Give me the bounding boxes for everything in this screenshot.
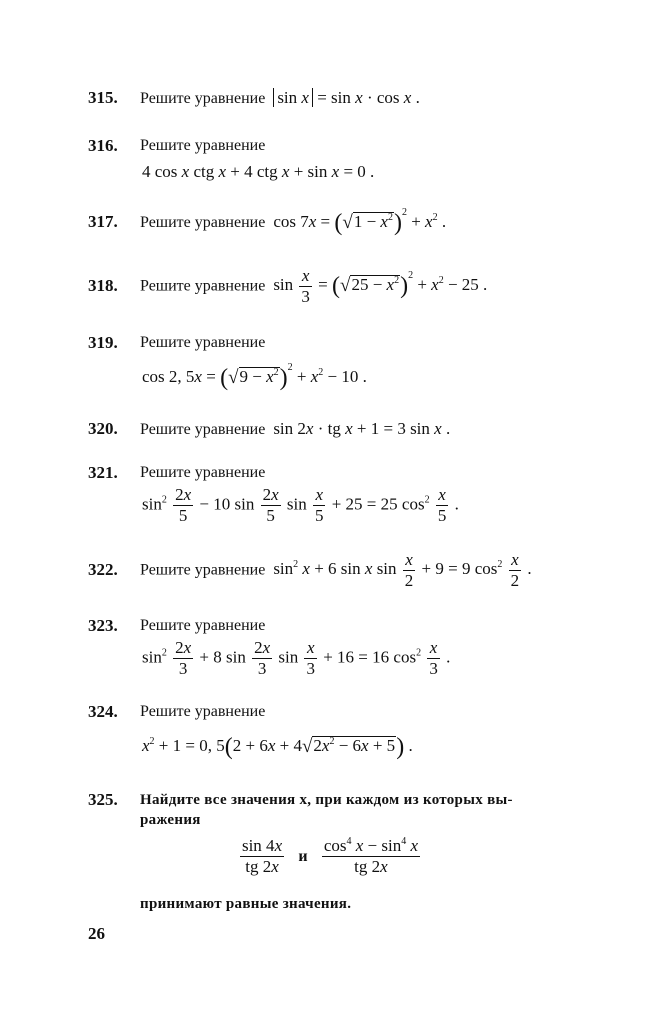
equation: 4 cos x ctg x + 4 ctg x + sin x = 0 .	[142, 162, 375, 181]
statement-text: Решите уравнение	[140, 617, 266, 634]
equation: sin 2x · tg x + 1 = 3 sin x .	[273, 419, 451, 438]
equation: cos 2, $5x = (√9 - x^2)^2 + x^2 - 10$ .	[142, 362, 367, 391]
problem-number: 323.	[88, 616, 118, 635]
problem-number: 320.	[88, 419, 118, 438]
problem-number: 321.	[88, 463, 118, 482]
statement-line-1: Найдите все значения x, при каждом из которых вы-	[140, 792, 513, 808]
statement-text: Решите уравнение	[140, 137, 266, 154]
problem-statement	[140, 550, 532, 591]
problem-statement	[140, 88, 420, 109]
problem-number: 315.	[88, 88, 118, 107]
page-number: 26	[88, 924, 105, 943]
problem-number: 319.	[88, 333, 118, 352]
expression-2: $\frac{\cos^4 x - \sin^4 x}{tg 2x}$	[323, 836, 419, 876]
statement-text: Решите уравнение	[140, 703, 266, 720]
problem-statement	[140, 207, 447, 236]
expression-1: $\frac{\sin 4x}{tg 2x}$	[241, 836, 283, 876]
equation: $\cos 7x = (√1 - x^2)^2 + x^2$ .	[273, 207, 447, 236]
problem-number: 317.	[88, 212, 118, 231]
closing-text: принимают равные значения.	[140, 896, 352, 912]
statement-text: Решите уравнение	[140, 464, 266, 481]
equation: $\sin^2$ $\frac{2x}{5}$ − 10 sin $\frac{2x}{5}$ sin $\frac{x}{5}$ + 25 = 25 $\cos^2$ $\frac{x}{5}$ .	[142, 485, 459, 525]
equation: $x^2 + 1 = 0$, $5(2 + 6x + 4√2x^2 - 6x + 5)$ .	[142, 734, 413, 760]
problem-number: 316.	[88, 136, 118, 155]
statement-text: Решите уравнение	[140, 277, 266, 295]
statement-text: Решите уравнение	[140, 90, 266, 107]
problem-number: 325.	[88, 790, 118, 809]
problem-number: 324.	[88, 702, 118, 721]
statement-text: Решите уравнение	[140, 421, 266, 438]
equation: $\sin^2 x + 6$ sin x sin $\frac{x}{2}$ + 9 = 9 $\cos^2$ $\frac{x}{2}$ .	[273, 550, 532, 590]
equation: sin x = sin x · cos x .	[273, 88, 420, 107]
problem-number: 318.	[88, 276, 118, 295]
problem-statement	[140, 266, 487, 307]
statement-text: Решите уравнение	[140, 561, 266, 579]
statement-text: Решите уравнение	[140, 334, 266, 351]
equation: $\sin^2$ $\frac{2x}{3}$ + 8 sin $\frac{2x}{3}$ sin $\frac{x}{3}$ + 16 = 16 $\cos^2$ $\frac{x}{3}$ .	[142, 638, 451, 678]
problem-statement	[140, 419, 450, 440]
statement-line-2: ражения	[140, 812, 201, 828]
expressions	[0, 836, 660, 877]
equation: sin $\frac{x}{3}$ = $(√25 - x^2)^2 + x^2 - 25$ .	[273, 266, 488, 306]
statement-text: Решите уравнение	[140, 214, 266, 231]
connector-word: и	[298, 847, 308, 865]
problem-number: 322.	[88, 560, 118, 579]
